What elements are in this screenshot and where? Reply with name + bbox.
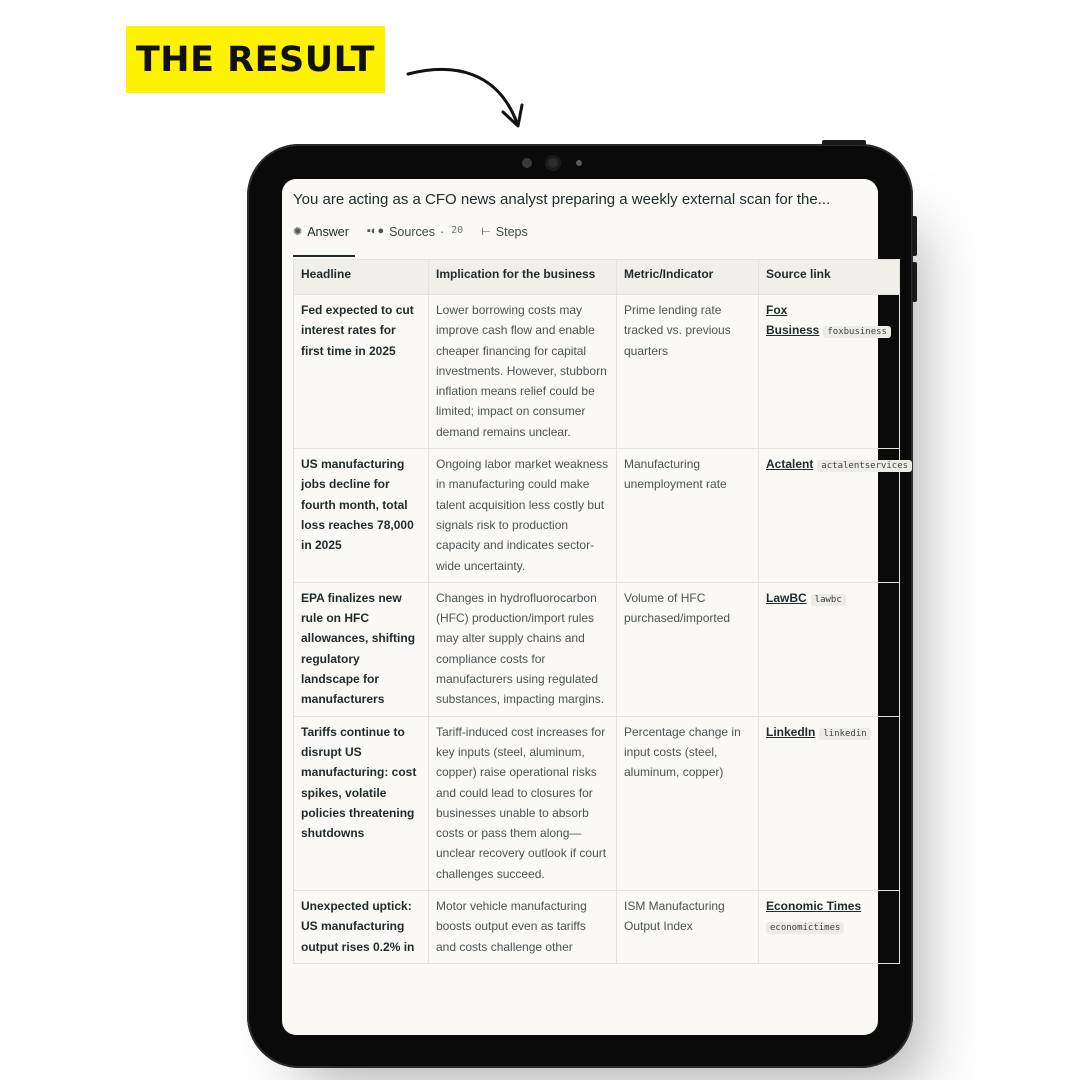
query-prompt-title[interactable]: You are acting as a CFO news analyst preparing a weekly external scan for the... (293, 191, 831, 208)
row-source (759, 582, 900, 716)
source-link[interactable]: LawBC (766, 590, 807, 605)
table-row (294, 716, 900, 890)
source-link[interactable]: LinkedIn (766, 724, 816, 739)
app-screen (282, 179, 909, 1035)
table-row (294, 582, 900, 716)
row-metric: Manufacturing unemployment rate (617, 449, 759, 583)
row-headline: Unexpected uptick: US manufacturing output rises 0.2% in (294, 891, 429, 964)
tab-answer-label: Answer (307, 225, 349, 239)
row-headline: Tariffs continue to disrupt US manufacturing: cost spikes, volatile policies threatening shutdowns (294, 716, 429, 890)
banner-text: THE RESULT (135, 39, 376, 80)
tab-sources[interactable]: ▪◐● Sources · 20 (366, 225, 464, 239)
tablet-volume-up-button (912, 216, 917, 256)
row-metric: Prime lending rate tracked vs. previous quarters (617, 295, 759, 449)
source-link[interactable]: Actalent (766, 457, 814, 472)
row-headline: US manufacturing jobs decline for fourth month, total loss reaches 78,000 in 2025 (294, 449, 429, 583)
source-domain-badge[interactable]: foxbusiness (823, 326, 891, 338)
sources-icon: ▪◐● (366, 225, 385, 237)
row-headline: Fed expected to cut interest rates for first time in 2025 (294, 295, 429, 449)
source-domain-badge[interactable]: economictimes (766, 922, 844, 934)
tab-sources-label: Sources (389, 225, 435, 239)
table-row (294, 891, 900, 964)
source-domain-badge[interactable]: actalentservices (817, 460, 912, 472)
row-metric: Percentage change in input costs (steel, aluminum, copper) (617, 716, 759, 890)
row-implication: Motor vehicle manufacturing boosts output even as tariffs and costs challenge other (429, 891, 617, 964)
row-implication: Ongoing labor market weakness in manufacturing could make talent acquisition less costly but signals risk to production capacity and indicates sector-wide uncertainty. (429, 449, 617, 583)
tab-answer[interactable] (293, 225, 349, 257)
tablet-top-button (822, 140, 866, 145)
table-header-row (294, 260, 900, 295)
sources-count: 20 (451, 225, 464, 236)
tab-steps[interactable] (481, 225, 528, 257)
table-row (294, 449, 900, 583)
row-source (759, 716, 900, 890)
row-source (759, 449, 909, 583)
row-source (759, 295, 900, 449)
row-implication: Lower borrowing costs may improve cash flow and enable cheaper financing for capital investments. However, stubborn inflation means relief could be limited; impact on consumer demand remains unclear. (429, 295, 617, 449)
camera-icon (545, 155, 561, 171)
row-metric: ISM Manufacturing Output Index (617, 891, 759, 964)
source-link[interactable]: Fox Business (766, 303, 820, 338)
result-banner (126, 26, 385, 93)
row-headline: EPA finalizes new rule on HFC allowances, shifting regulatory landscape for manufacturers (294, 582, 429, 716)
sensor-icon (522, 158, 532, 168)
result-tabs (293, 225, 528, 257)
row-source (759, 891, 900, 964)
source-domain-badge[interactable]: linkedin (819, 728, 870, 740)
curved-arrow-icon (400, 60, 530, 135)
header-metric: Metric/Indicator (617, 260, 759, 295)
row-implication: Changes in hydrofluorocarbon (HFC) production/import rules may alter supply chains and compliance costs for manufacturers using regulated substances, impacting margins. (429, 582, 617, 716)
header-headline: Headline (294, 260, 429, 295)
light-sensor-icon (576, 160, 582, 166)
row-metric: Volume of HFC purchased/imported (617, 582, 759, 716)
tab-steps-label: Steps (495, 225, 528, 239)
tablet-volume-down-button (912, 262, 917, 302)
source-domain-badge[interactable]: lawbc (811, 594, 846, 606)
source-link[interactable]: Economic Times (766, 899, 862, 914)
table-row (294, 295, 900, 449)
steps-icon: ⊢ (481, 226, 491, 238)
row-implication: Tariff-induced cost increases for key inputs (steel, aluminum, copper) raise operational risks and could lead to closures for businesses unable to absorb costs or pass them along—unclear recovery outlook if court challenges succeed. (429, 716, 617, 890)
header-source-link: Source link (759, 260, 900, 295)
news-scan-table (293, 259, 909, 964)
header-implication: Implication for the business (429, 260, 617, 295)
answer-icon: ✺ (293, 226, 303, 238)
